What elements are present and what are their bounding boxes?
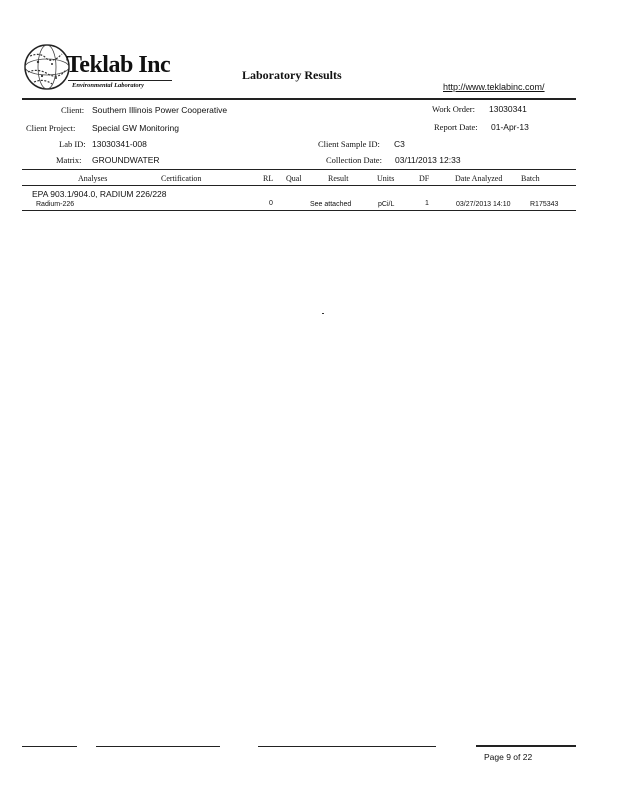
row-underline bbox=[22, 210, 576, 211]
collection-date-label: Collection Date: bbox=[326, 155, 382, 165]
footer-line-1 bbox=[22, 746, 77, 747]
col-units: Units bbox=[377, 174, 395, 183]
table-header-divider bbox=[22, 185, 576, 186]
result-cell: See attached bbox=[310, 201, 352, 208]
work-order-label: Work Order: bbox=[432, 104, 475, 114]
method-heading: EPA 903.1/904.0, RADIUM 226/228 bbox=[32, 189, 167, 199]
client-sample-id-value: C3 bbox=[394, 139, 405, 149]
col-result: Result bbox=[328, 174, 349, 183]
client-label: Client: bbox=[61, 105, 85, 115]
col-qual: Qual bbox=[286, 174, 302, 183]
report-date-label: Report Date: bbox=[434, 122, 478, 132]
footer-line-3 bbox=[258, 746, 436, 747]
collection-date-value: 03/11/2013 12:33 bbox=[395, 155, 461, 165]
logo-wordmark: Teklab Inc bbox=[66, 52, 171, 78]
col-date-analyzed: Date Analyzed bbox=[455, 174, 503, 183]
project-value: Special GW Monitoring bbox=[92, 123, 179, 133]
client-sample-id-label: Client Sample ID: bbox=[318, 139, 380, 149]
date-analyzed-cell: 03/27/2013 14:10 bbox=[456, 201, 511, 208]
col-certification: Certification bbox=[161, 174, 202, 183]
matrix-value: GROUNDWATER bbox=[92, 155, 160, 165]
lab-id-label: Lab ID: bbox=[59, 139, 86, 149]
batch-cell: R175343 bbox=[530, 201, 559, 208]
client-value: Southern Illinois Power Cooperative bbox=[92, 105, 228, 115]
col-rl: RL bbox=[263, 174, 274, 183]
footer-line-4 bbox=[476, 745, 576, 747]
work-order-value: 13030341 bbox=[489, 104, 527, 114]
col-batch: Batch bbox=[521, 174, 540, 183]
logo-subtitle: Environmental Laboratory bbox=[72, 82, 145, 89]
report-date-value: 01-Apr-13 bbox=[491, 122, 529, 132]
logo-underline bbox=[68, 80, 172, 81]
col-analyses: Analyses bbox=[78, 174, 108, 183]
page-number: Page 9 of 22 bbox=[484, 752, 533, 762]
matrix-label: Matrix: bbox=[56, 155, 82, 165]
df-cell: 1 bbox=[425, 200, 429, 207]
footer-line-2 bbox=[96, 746, 220, 747]
company-logo bbox=[22, 42, 172, 94]
scan-speck bbox=[322, 313, 324, 314]
lab-id-value: 13030341-008 bbox=[92, 139, 147, 149]
info-divider bbox=[22, 169, 576, 170]
header-divider bbox=[22, 98, 576, 100]
col-df: DF bbox=[419, 174, 430, 183]
rl-cell: 0 bbox=[269, 200, 273, 207]
units-cell: pCi/L bbox=[378, 201, 395, 208]
page-title: Laboratory Results bbox=[242, 68, 342, 82]
project-label: Client Project: bbox=[26, 123, 76, 133]
logo-globe-icon bbox=[22, 42, 72, 92]
analyte-cell: Radium-226 bbox=[36, 201, 75, 208]
website-link[interactable]: http://www.teklabinc.com/ bbox=[443, 82, 545, 92]
